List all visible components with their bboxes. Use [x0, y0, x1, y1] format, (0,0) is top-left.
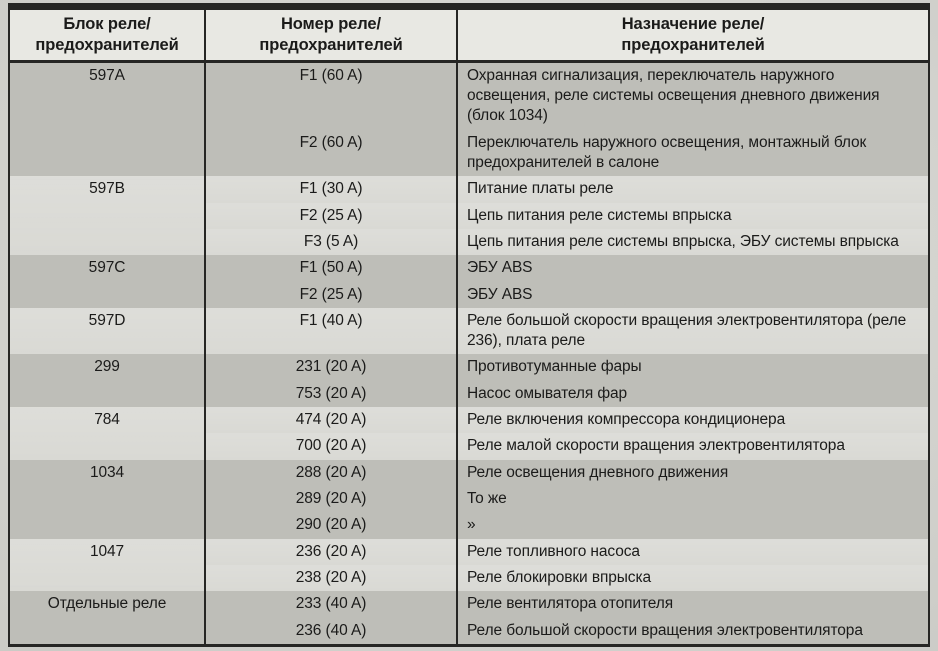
fuse-number-cell: F1 (40 A) [205, 308, 457, 355]
block-cell: 784 [9, 407, 205, 460]
header-block-column [9, 7, 205, 62]
table-row [9, 62, 929, 130]
purpose-cell: Реле малой скорости вращения электровентилятора [457, 433, 929, 459]
purpose-cell: ЭБУ ABS [457, 282, 929, 308]
block-cell: 1034 [9, 460, 205, 539]
block-cell: 597C [9, 255, 205, 308]
purpose-cell: ЭБУ ABS [457, 255, 929, 281]
fuse-number-cell: F1 (50 A) [205, 255, 457, 281]
purpose-cell: Питание платы реле [457, 176, 929, 202]
fuse-number-cell: F3 (5 A) [205, 229, 457, 255]
block-cell: 597D [9, 308, 205, 355]
table-row [9, 460, 929, 486]
fuse-number-cell: F2 (60 A) [205, 130, 457, 177]
table-header-row [9, 7, 929, 62]
fuse-number-cell: 289 (20 A) [205, 486, 457, 512]
purpose-cell: Реле большой скорости вращения электровентилятора (реле 236), плата реле [457, 308, 929, 355]
fuse-number-cell: 288 (20 A) [205, 460, 457, 486]
table-row [9, 255, 929, 281]
fuse-relay-table [8, 3, 930, 647]
purpose-cell: Реле блокировки впрыска [457, 565, 929, 591]
header-purpose-column [457, 7, 929, 62]
block-cell: Отдельные реле [9, 591, 205, 645]
fuse-number-cell: F2 (25 A) [205, 203, 457, 229]
purpose-cell: Цепь питания реле системы впрыска, ЭБУ системы впрыска [457, 229, 929, 255]
header-line: Назначение реле/ [621, 15, 765, 33]
block-cell: 597B [9, 176, 205, 255]
table-row [9, 407, 929, 433]
purpose-cell: Переключатель наружного освещения, монтажный блок предохранителей в салоне [457, 130, 929, 177]
fuse-number-cell: F1 (60 A) [205, 62, 457, 130]
table-row [9, 539, 929, 565]
table-row [9, 354, 929, 380]
purpose-cell: Реле топливного насоса [457, 539, 929, 565]
header-line: Блок реле/ [63, 15, 151, 33]
table-row [9, 591, 929, 617]
fuse-number-cell: 238 (20 A) [205, 565, 457, 591]
block-cell: 299 [9, 354, 205, 407]
fuse-number-cell: 290 (20 A) [205, 512, 457, 538]
block-cell: 597A [9, 62, 205, 177]
purpose-cell: Противотуманные фары [457, 354, 929, 380]
purpose-cell: Цепь питания реле системы впрыска [457, 203, 929, 229]
fuse-number-cell: F1 (30 A) [205, 176, 457, 202]
fuse-number-cell: 236 (40 A) [205, 618, 457, 646]
fuse-number-cell: 233 (40 A) [205, 591, 457, 617]
purpose-cell: То же [457, 486, 929, 512]
header-number-column [205, 7, 457, 62]
purpose-cell: Реле большой скорости вращения электровентилятора [457, 618, 929, 646]
purpose-cell: Реле освещения дневного движения [457, 460, 929, 486]
table-row [9, 308, 929, 355]
table-row [9, 176, 929, 202]
header-line: предохранителей [35, 36, 179, 54]
fuse-number-cell: 231 (20 A) [205, 354, 457, 380]
block-cell: 1047 [9, 539, 205, 592]
fuse-number-cell: F2 (25 A) [205, 282, 457, 308]
purpose-cell: Охранная сигнализация, переключатель наружного освещения, реле системы освещения дневного движения (блок 1034) [457, 62, 929, 130]
header-line: предохранителей [259, 36, 403, 54]
fuse-number-cell: 700 (20 A) [205, 433, 457, 459]
purpose-cell: Реле вентилятора отопителя [457, 591, 929, 617]
purpose-cell: Насос омывателя фар [457, 381, 929, 407]
fuse-number-cell: 474 (20 A) [205, 407, 457, 433]
fuse-number-cell: 236 (20 A) [205, 539, 457, 565]
purpose-cell: Реле включения компрессора кондиционера [457, 407, 929, 433]
header-line: предохранителей [621, 36, 765, 54]
table-body [9, 62, 929, 646]
header-line: Номер реле/ [280, 15, 381, 33]
fuse-number-cell: 753 (20 A) [205, 381, 457, 407]
purpose-cell: » [457, 512, 929, 538]
